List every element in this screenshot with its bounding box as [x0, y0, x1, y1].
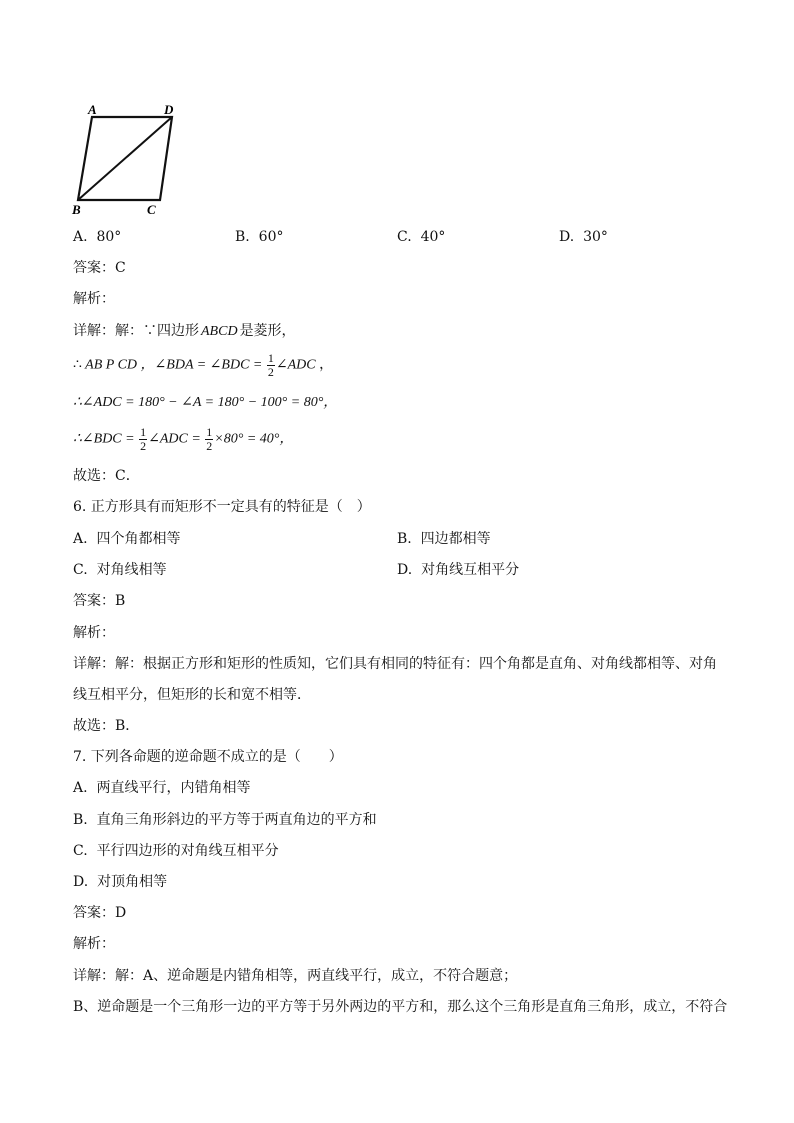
- option-letter: A.: [73, 780, 88, 796]
- option-text: 40°: [420, 229, 446, 245]
- q5-analysis-label: 解析：: [73, 291, 115, 307]
- option-letter: A.: [73, 531, 88, 547]
- q5-step3: ∴∠BDC = $\frac{1}{2}$ ∠ADC = $\frac{1}{2}$ ×80° = 40°，: [73, 425, 294, 453]
- q7-option-c[interactable]: [73, 842, 279, 860]
- option-letter: C.: [73, 562, 88, 578]
- fraction-half: $\frac{1}{2}$: [206, 425, 213, 453]
- option-letter: C.: [73, 843, 88, 859]
- q6-option-d[interactable]: [397, 561, 519, 579]
- q5-conclusion: 故选：C．: [73, 468, 140, 484]
- q5-option-d[interactable]: [559, 228, 608, 246]
- q5-option-b[interactable]: [235, 228, 283, 246]
- q7-answer: 答案：D: [73, 905, 127, 921]
- vertex-label-b: B: [72, 202, 81, 217]
- vertex-label-d: D: [164, 102, 174, 117]
- vertex-label-c: C: [147, 202, 156, 217]
- option-letter: C.: [397, 229, 412, 245]
- option-text: 两直线平行，内错角相等: [96, 780, 251, 796]
- rhombus-figure: [0, 0, 794, 230]
- diagonal-bd: [78, 117, 172, 200]
- q6-detail-line1: 详解：解：根据正方形和矩形的性质知，它们具有相同的特征有：四个角都是直角、对角线都相等、对角: [73, 656, 717, 672]
- option-letter: B.: [73, 812, 88, 828]
- option-letter: D.: [73, 874, 89, 890]
- fraction-half: $\frac{1}{2}$: [267, 351, 274, 379]
- option-letter: D.: [559, 229, 575, 245]
- option-text: 60°: [258, 229, 284, 245]
- q7-option-d[interactable]: [73, 873, 167, 891]
- q7-option-a[interactable]: [73, 779, 250, 797]
- q5-option-a[interactable]: [73, 228, 121, 246]
- option-letter: B.: [397, 531, 412, 547]
- option-text: 对角线相等: [96, 562, 167, 578]
- q6-option-b[interactable]: [397, 530, 491, 548]
- option-letter: D.: [397, 562, 413, 578]
- q5-step2: ∴∠ADC = 180° − ∠A = 180° − 100° = 80°，: [73, 395, 338, 410]
- option-text: 对顶角相等: [97, 874, 168, 890]
- vertex-label-a: A: [88, 102, 97, 117]
- fraction-half: $\frac{1}{2}$: [140, 425, 147, 453]
- q7-analysis-label: 解析：: [73, 936, 115, 952]
- option-text: 平行四边形的对角线互相平分: [96, 843, 279, 859]
- q7-option-b[interactable]: [73, 811, 377, 829]
- option-text: 对角线互相平分: [421, 562, 520, 578]
- q6-option-c[interactable]: [73, 561, 167, 579]
- option-text: 30°: [583, 229, 608, 245]
- option-text: 四边都相等: [420, 531, 491, 547]
- q6-option-a[interactable]: [73, 530, 180, 548]
- q5-option-c[interactable]: [397, 228, 445, 246]
- q6-answer: 答案：B: [73, 593, 126, 609]
- q5-step1: ∴ AB P CD ，∠BDA = ∠BDC = $\frac{1}{2}$ ∠ADC ，: [73, 351, 334, 379]
- q5-answer: 答案：C: [73, 260, 126, 276]
- option-letter: B.: [235, 229, 250, 245]
- q6-detail-line2: 线互相平分，但矩形的长和宽不相等．: [73, 687, 311, 703]
- q6-analysis-label: 解析：: [73, 625, 115, 641]
- q7-detail-line1: 详解：解：A、逆命题是内错角相等，两直线平行，成立，不符合题意；: [73, 968, 518, 984]
- q5-detail-line: 详解：解：∵四边形 ABCD 是菱形，: [73, 323, 296, 339]
- option-letter: A.: [73, 229, 88, 245]
- option-text: 四个角都相等: [96, 531, 181, 547]
- q6-conclusion: 故选：B．: [73, 718, 140, 734]
- q7-question: 7. 下列各命题的逆命题不成立的是（ ）: [73, 749, 343, 765]
- q6-question: 6. 正方形具有而矩形不一定具有的特征是（ ）: [73, 499, 371, 515]
- option-text: 80°: [96, 229, 122, 245]
- option-text: 直角三角形斜边的平方等于两直角边的平方和: [96, 812, 377, 828]
- q7-detail-line2: B、逆命题是一个三角形一边的平方等于另外两边的平方和，那么这个三角形是直角三角形，成立，不符合: [73, 999, 728, 1015]
